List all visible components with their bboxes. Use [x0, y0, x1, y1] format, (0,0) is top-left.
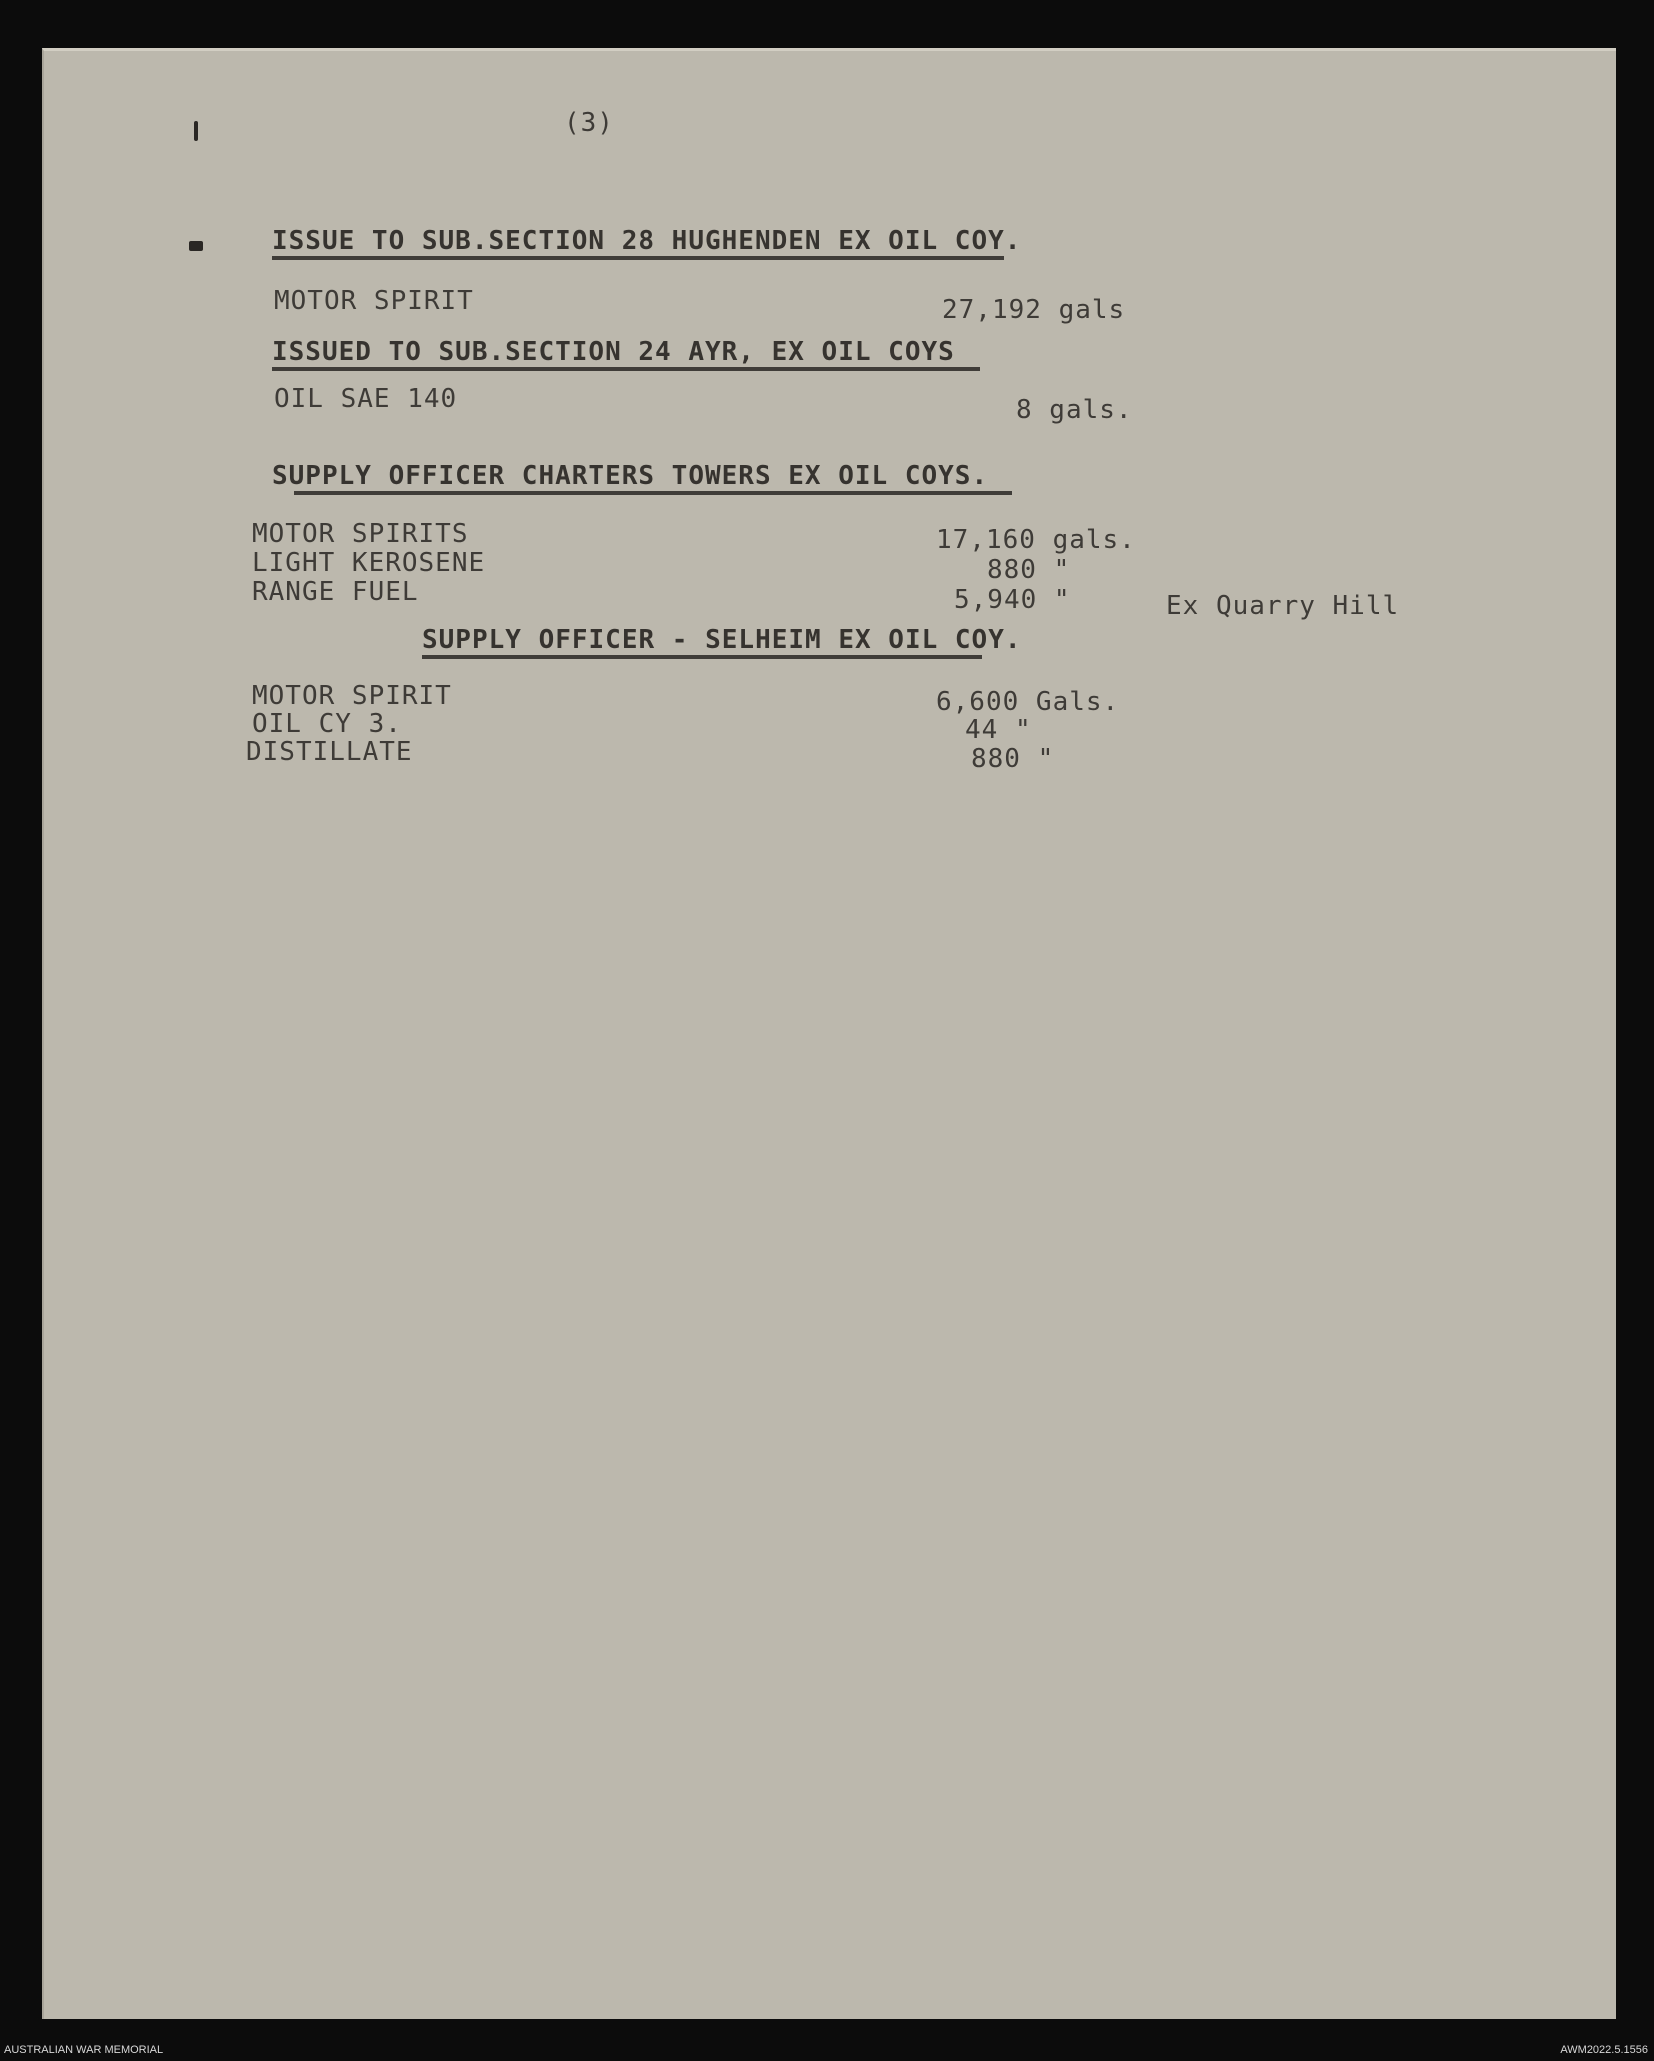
page-number: (3) [564, 108, 614, 138]
heading-underline [272, 256, 1004, 260]
heading-underline [422, 655, 982, 659]
item-name: LIGHT KEROSENE [252, 548, 486, 578]
item-name: MOTOR SPIRIT [274, 286, 474, 316]
item-quantity: 880 " [971, 744, 1055, 774]
heading-underline [272, 367, 980, 371]
item-quantity: 8 gals. [1016, 395, 1133, 425]
item-name: RANGE FUEL [252, 577, 419, 607]
item-quantity: 880 " [987, 555, 1071, 585]
item-name: MOTOR SPIRITS [252, 519, 469, 549]
binding-mark [189, 241, 203, 251]
item-quantity: 44 " [965, 715, 1032, 745]
item-name: OIL CY 3. [252, 709, 402, 739]
section-heading-selheim: SUPPLY OFFICER - SELHEIM EX OIL COY. [422, 625, 1022, 655]
item-name: OIL SAE 140 [274, 384, 458, 414]
item-quantity: 27,192 gals [942, 295, 1126, 325]
item-quantity: 5,940 " [954, 585, 1071, 615]
section-heading-hughenden: ISSUE TO SUB.SECTION 28 HUGHENDEN EX OIL COY. [272, 226, 1022, 256]
document-page [42, 48, 1616, 2019]
section-heading-charters-towers: SUPPLY OFFICER CHARTERS TOWERS EX OIL COYS. [272, 461, 989, 491]
heading-underline [294, 491, 1012, 495]
item-name: DISTILLATE [246, 737, 413, 767]
item-quantity: 17,160 gals. [936, 525, 1136, 555]
item-quantity: 6,600 Gals. [936, 687, 1120, 717]
item-name: MOTOR SPIRIT [252, 681, 452, 711]
section-heading-ayr: ISSUED TO SUB.SECTION 24 AYR, EX OIL COYS [272, 337, 955, 367]
item-note: Ex Quarry Hill [1166, 591, 1400, 621]
footer-institution: AUSTRALIAN WAR MEMORIAL [4, 2044, 164, 2056]
binding-mark [194, 121, 198, 141]
footer-reference: AWM2022.5.1556 [1560, 2044, 1648, 2056]
